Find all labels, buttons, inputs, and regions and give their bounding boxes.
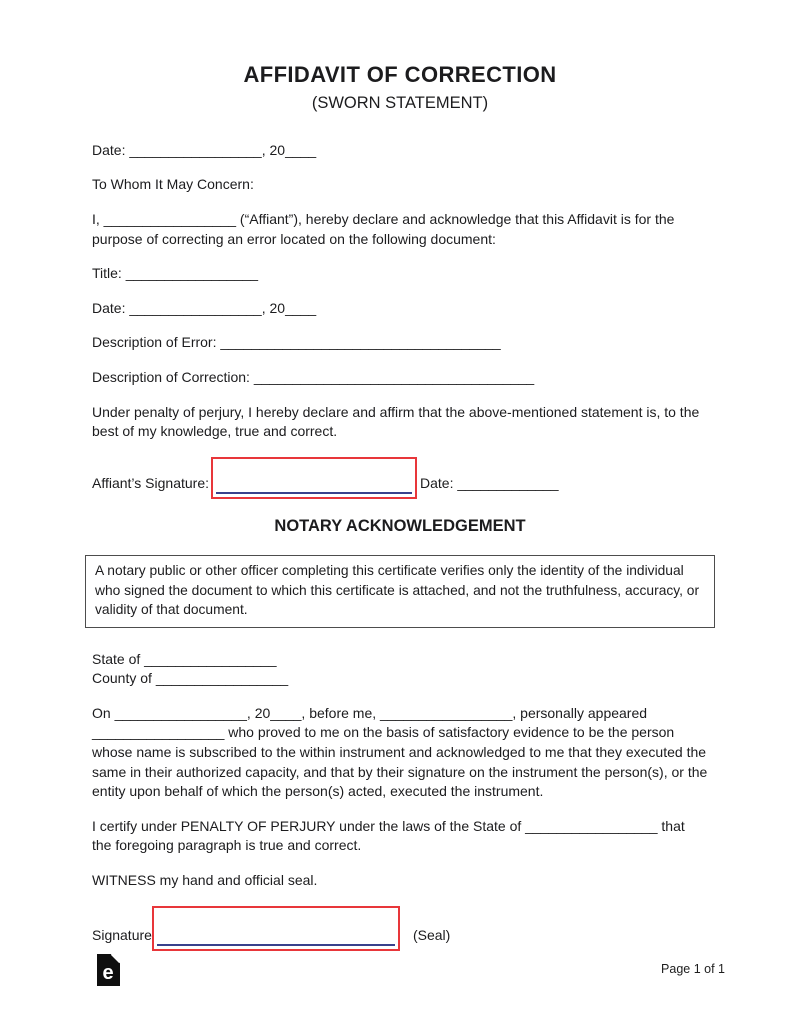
affiant-signature-date-label: Date: _____________ [420,475,559,492]
document-date-line: Date: _________________, 20____ [92,299,317,316]
notary-signature-row [92,906,708,951]
notary-disclaimer-box [85,555,715,628]
certify-paragraph: I certify under PENALTY OF PERJURY under the laws of the State of _________________ that the foregoing paragraph is true and correct. [92,817,685,854]
affiant-signature-field[interactable] [211,457,417,499]
logo-letter: e [102,962,114,984]
description-of-correction-line: Description of Correction: ____________________________________ [92,369,535,386]
page-footer [97,954,725,986]
notary-heading: NOTARY ACKNOWLEDGEMENT [274,516,526,535]
salutation: To Whom It May Concern: [92,176,254,193]
document-subtitle: (SWORN STATEMENT) [311,93,489,112]
notary-signature-label: Signature [92,927,152,943]
state-line: State of _________________ [92,650,277,667]
page-number: Page 1 of 1 [661,962,725,976]
seal-label: (Seal) [412,927,451,943]
declaration-paragraph: I, _________________ (“Affiant”), hereby declare and acknowledge that this Affidavit is for the purpose of correcting an error located on the following document: [92,211,675,247]
eforms-logo-icon [97,954,120,986]
notary-disclaimer-text: A notary public or other officer completing this certificate verifies only the identity of the individual who signed the document to which this certificate is attached, and not the truthfulness, accuracy, or validity of that document. [95,562,700,618]
signature-line [216,492,412,494]
description-of-error-line: Description of Error: ____________________________________ [92,334,501,351]
notary-signature-field[interactable] [152,906,400,951]
witness-line: WITNESS my hand and official seal. [92,872,318,888]
signature-line [157,944,395,946]
perjury-statement: Under penalty of perjury, I hereby declare and affirm that the above-mentioned statement is, to the best of my knowledge, true and correct. [92,403,700,440]
affiant-signature-row [92,457,708,499]
document-body [92,60,708,953]
acknowledgement-paragraph: On _________________, 20____, before me, _________________, personally appeared _________________ who proved to me on the basis of satisfactory evidence to be the person whose name is subscribed to the within instrument and acknowledged to me that they executed the same in their authorized capacity, and that by their signature on the instrument the person(s), or the entity upon behalf of which the person(s) acted, executed the instrument. [92,704,708,800]
county-line: County of _________________ [92,670,289,687]
date-line: Date: _________________, 20____ [92,141,317,158]
document-title: AFFIDAVIT OF CORRECTION [243,62,557,87]
affiant-signature-label: Affiant’s Signature: [92,475,210,492]
document-title-line: Title: _________________ [92,265,259,282]
